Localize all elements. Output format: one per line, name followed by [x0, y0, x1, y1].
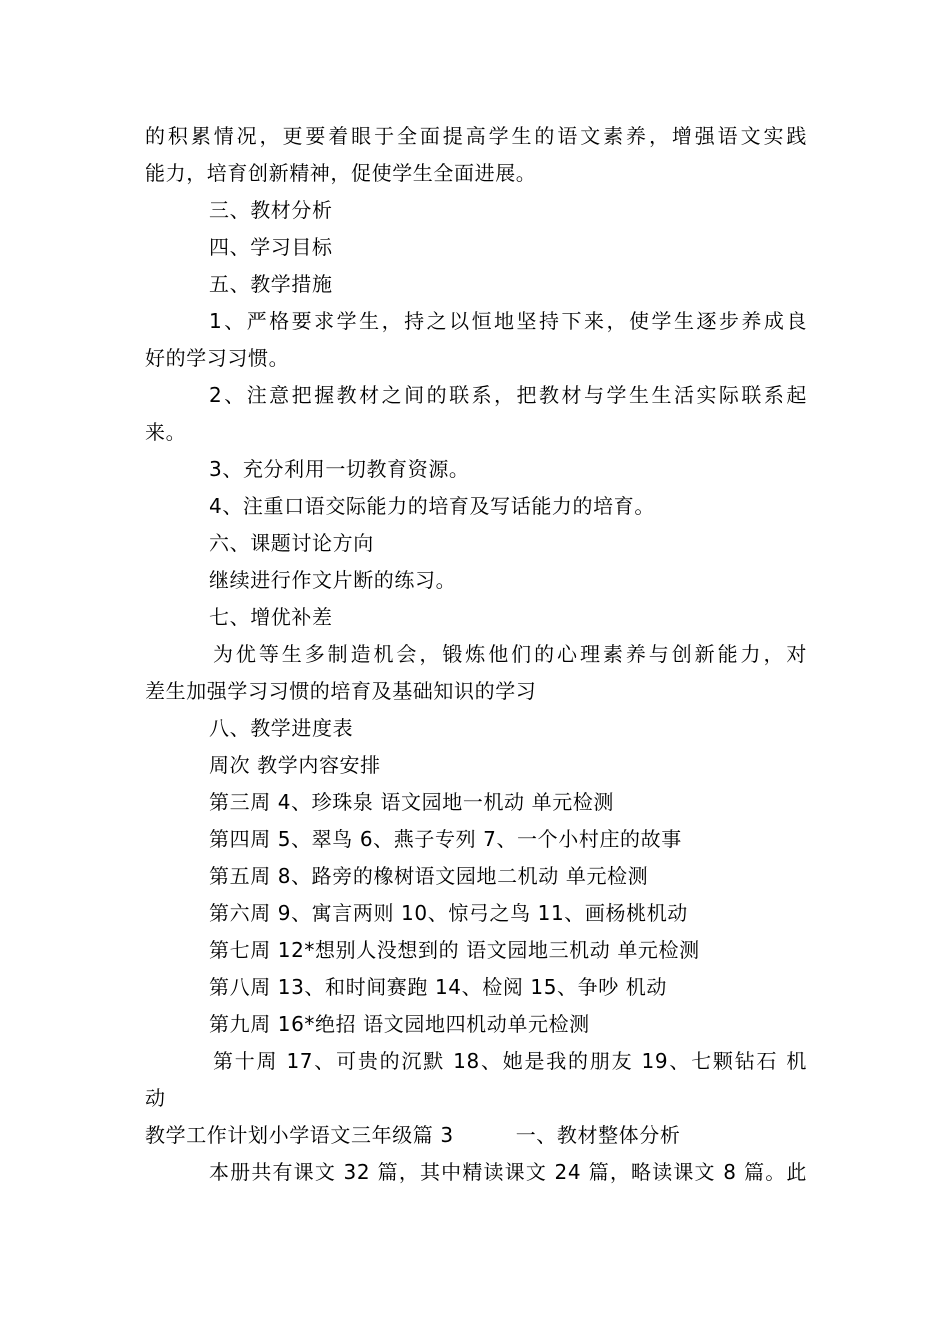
paragraph-line: 本册共有课文 32 篇，其中精读课文 24 篇，略读课文 8 篇。此 — [209, 1160, 807, 1184]
schedule-row: 第五周 8、路旁的橡树语文园地二机动 单元检测 — [209, 864, 649, 888]
paragraph-line: 差生加强学习习惯的培育及基础知识的学习 — [145, 679, 537, 703]
paragraph-line: 的积累情况，更要着眼于全面提高学生的语文素养，增强语文实践 — [145, 124, 807, 148]
section-heading: 一、教材整体分析 — [515, 1123, 681, 1147]
list-item-line: 1、严格要求学生，持之以恒地坚持下来，使学生逐步养成良 — [209, 309, 807, 333]
list-item-line: 2、注意把握教材之间的联系，把教材与学生生活实际联系起 — [209, 383, 807, 407]
schedule-row: 第九周 16*绝招 语文园地四机动单元检测 — [209, 1012, 590, 1036]
section-heading: 七、增优补差 — [209, 605, 333, 629]
schedule-row: 第十周 17、可贵的沉默 18、她是我的朋友 19、七颗钻石 机 — [213, 1049, 807, 1073]
section-heading: 五、教学措施 — [209, 272, 333, 296]
schedule-header: 周次 教学内容安排 — [209, 753, 381, 777]
paragraph-line: 为优等生多制造机会，锻炼他们的心理素养与创新能力，对 — [213, 642, 807, 666]
list-item-line: 来。 — [145, 420, 187, 444]
schedule-row: 第三周 4、珍珠泉 语文园地一机动 单元检测 — [209, 790, 614, 814]
list-item-line: 4、注重口语交际能力的培育及写话能力的培育。 — [209, 494, 655, 518]
schedule-row: 第四周 5、翠鸟 6、燕子专列 7、一个小村庄的故事 — [209, 827, 682, 851]
section-heading: 八、教学进度表 — [209, 716, 354, 740]
paragraph-line: 继续进行作文片断的练习。 — [209, 568, 457, 592]
article-title: 教学工作计划小学语文三年级篇 3 — [145, 1123, 454, 1147]
schedule-row: 第六周 9、寓言两则 10、惊弓之鸟 11、画杨桃机动 — [209, 901, 688, 925]
schedule-row: 动 — [145, 1086, 166, 1110]
paragraph-line: 能力，培育创新精神，促使学生全面进展。 — [145, 161, 537, 185]
section-heading: 三、教材分析 — [209, 198, 333, 222]
schedule-row: 第八周 13、和时间赛跑 14、检阅 15、争吵 机动 — [209, 975, 667, 999]
section-heading: 四、学习目标 — [209, 235, 333, 259]
list-item-line: 好的学习习惯。 — [145, 346, 290, 370]
list-item-line: 3、充分利用一切教育资源。 — [209, 457, 470, 481]
section-heading: 六、课题讨论方向 — [209, 531, 374, 555]
schedule-row: 第七周 12*想别人没想到的 语文园地三机动 单元检测 — [209, 938, 700, 962]
section-title-line — [145, 1120, 681, 1150]
